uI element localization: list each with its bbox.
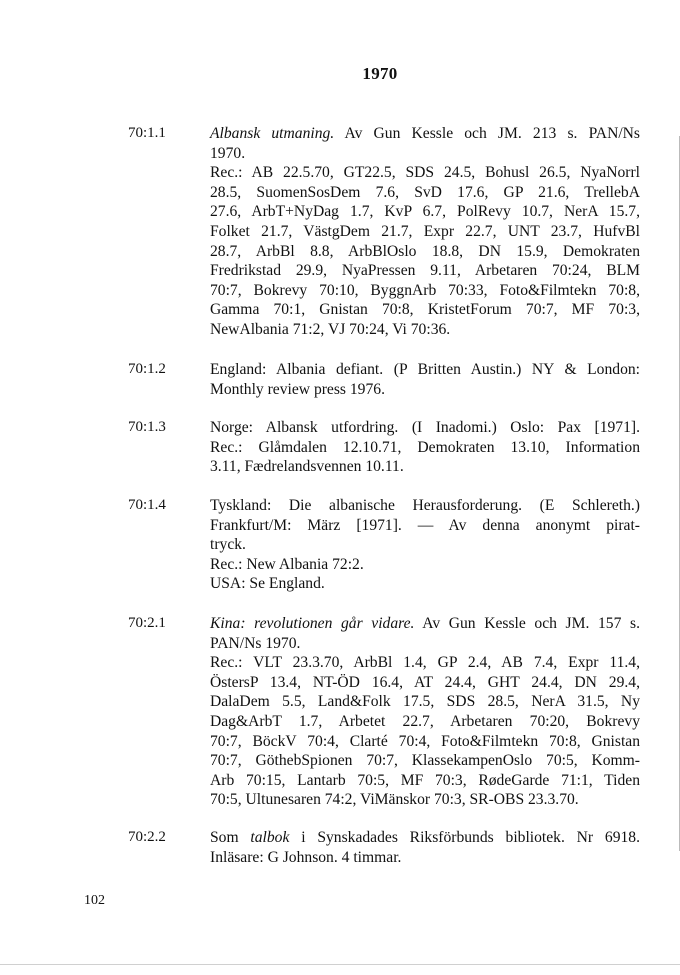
line-text: USA: Se England. [210,575,325,593]
entry-line [210,380,640,400]
line-text: Arb 70:15, Lantarb 70:5, MF 70:3, RødeGarde 71:1, Tiden [210,771,640,789]
entry-number: 70:2.1 [128,615,166,631]
line-text: Rec.: AB 22.5.70, GT22.5, SDS 24.5, Bohusl 26.5, NyaNorrl [210,164,640,182]
italic-title: Kina: revolutionen går vidare. [210,615,415,632]
entry-text [210,614,640,810]
line-text: Gamma 70:1, Gnistan 70:8, KristetForum 70:7, MF 70:3, [210,301,640,319]
entry-line [210,732,640,752]
entry-line [210,261,640,281]
line-text: Dag&ArbT 1.7, Arbetet 22.7, Arbetaren 70:20, Bokrevy [210,712,640,730]
entry-line [210,751,640,771]
line-text: Monthly review press 1976. [210,380,385,398]
entry-line [210,692,640,712]
entry-line [210,320,640,340]
line-text: Folket 21.7, VästgDem 21.7, Expr 22.7, UNT 23.7, HufvBl [210,222,640,240]
entry-line [210,614,640,634]
line-text: Inläsare: G Johnson. 4 timmar. [210,848,402,866]
entry-line [210,144,640,164]
entry-line [210,183,640,203]
line-text: Norge: Albansk utfordring. (I Inadomi.) Oslo: Pax [1971]. [210,419,640,436]
entry-number: 70:2.2 [128,829,166,845]
line-text: NewAlbania 71:2, VJ 70:24, Vi 70:36. [210,320,451,338]
line-text: DalaDem 5.5, Land&Folk 17.5, SDS 28.5, NerA 31.5, Ny [210,693,640,711]
line-text: 1970. [210,144,246,162]
line-text: England: Albania defiant. (P Britten Austin.) NY & London: [210,361,640,378]
entry-line [210,790,640,810]
line-text: Av Gun Kessle och JM. 157 s. [414,615,640,632]
entry-line [210,457,640,477]
line-text: Fredrikstad 29.9, NyaPressen 9.11, Arbetaren 70:24, BLM [210,262,640,280]
line-text: 70:7, GöthebSpionen 70:7, KlassekampenOslo 70:5, Komm- [210,752,640,770]
entry-line [210,281,640,301]
entry-line [210,673,640,693]
entry-number: 70:1.1 [128,125,166,141]
line-text: ÖstersP 13.4, NT-ÖD 16.4, AT 24.4, GHT 24.4, DN 29.4, [210,673,640,691]
line-text: Som [210,829,251,846]
entry-line [210,535,640,555]
page-heading: 1970 [362,64,398,83]
line-text: Av Gun Kessle och JM. 213 s. PAN/Ns [334,125,640,142]
entry-line [210,300,640,320]
line-text: 3.11, Fædrelandsvennen 10.11. [210,458,404,476]
entry-line [210,438,640,458]
entry-line [210,848,640,868]
line-text: tryck. [210,536,246,554]
line-text: Tyskland: Die albanische Herausforderung. (E Schlereth.) [210,497,640,514]
entry-text [210,418,640,477]
line-text: 70:5, Ultunesaren 74:2, ViMänskor 70:3, SR-OBS 23.3.70. [210,791,579,809]
line-text: Rec.: VLT 23.3.70, ArbBl 1.4, GP 2.4, AB 7.4, Expr 11.4, [210,654,640,672]
line-text: Rec.: Glåmdalen 12.10.71, Demokraten 13.10, Information [210,438,640,456]
line-text: PAN/Ns 1970. [210,634,301,652]
line-text: 70:7, Bokrevy 70:10, ByggnArb 70:33, Foto&Filmtekn 70:8, [210,281,640,299]
bottom-rule [0,964,680,965]
entry-line [210,124,640,144]
line-text: i Synskadades Riksförbunds bibliotek. Nr 6918. [289,829,640,846]
italic-title: talbok [250,829,290,846]
line-text: Frankfurt/M: März [1971]. — Av denna anonymt pirat- [210,516,640,534]
entry-number: 70:1.4 [128,497,166,513]
entry-text [210,360,640,399]
entry-line [210,634,640,654]
entry-text [210,496,640,594]
entry-line [210,828,640,848]
entry-line [210,418,640,438]
line-text: 28.7, ArbBl 8.8, ArbBlOslo 18.8, DN 15.9, Demokraten [210,242,640,260]
entry-line [210,574,640,594]
entry-line [210,516,640,536]
entry-number: 70:1.2 [128,361,166,377]
line-text: Rec.: New Albania 72:2. [210,555,364,573]
entry-line [210,496,640,516]
entry-line [210,653,640,673]
entry-number: 70:1.3 [128,419,166,435]
entry-line [210,360,640,380]
entry-text [210,828,640,867]
italic-title: Albansk utmaning. [210,125,335,142]
line-text: 27.6, ArbT+NyDag 1.7, KvP 6.7, PolRevy 10.7, NerA 15.7, [210,203,640,221]
entry-line [210,555,640,575]
entry-line [210,163,640,183]
entry-line [210,222,640,242]
entry-line [210,242,640,262]
line-text: 70:7, BöckV 70:4, Clarté 70:4, Foto&Filmtekn 70:8, Gnistan [210,732,640,750]
line-text: 28.5, SuomenSosDem 7.6, SvD 17.6, GP 21.6, TrellebA [210,183,640,201]
page-number: 102 [84,893,105,908]
entry-line [210,771,640,791]
entry-line [210,712,640,732]
entry-line [210,202,640,222]
entry-text [210,124,640,340]
